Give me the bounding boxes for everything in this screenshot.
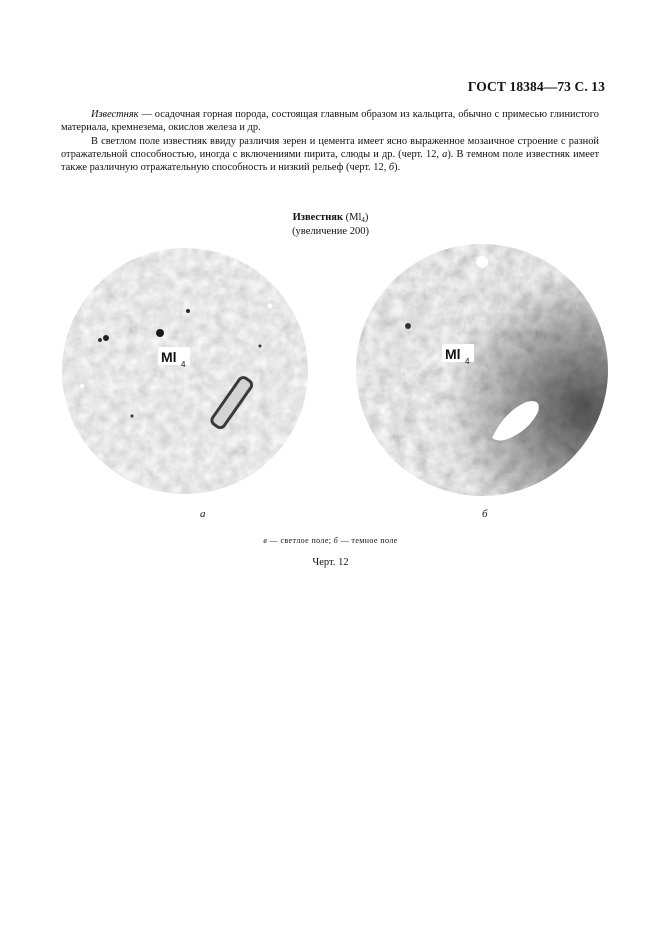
paragraph-definition <box>61 108 599 134</box>
figure-title-name: Известняк <box>292 212 344 223</box>
page-header: ГОСТ 18384—73 С. 13 <box>467 79 605 94</box>
marker-a-sub: 4 <box>181 360 186 369</box>
figure-magnification: (увеличение 200) <box>292 226 369 237</box>
legend-text-b: — темное поле <box>338 536 398 545</box>
figure-legend <box>0 536 661 545</box>
figure-title <box>0 212 661 238</box>
definition-text: — осадочная горная порода, состоящая главным образом из кальцита, обычно с примесью глинистого материала, кремнезема, окислов железа и др. <box>61 109 599 133</box>
ref-b: б <box>388 162 395 173</box>
marker-b-sub: 4 <box>465 357 470 366</box>
micrograph-b-image <box>354 242 610 498</box>
panel-label-a: а <box>200 508 206 520</box>
legend-letter-b: б <box>333 536 339 545</box>
micrograph-bright-field <box>60 246 310 496</box>
figure-title-close: ) <box>364 212 369 223</box>
legend-text-a: — светлое поле; <box>267 536 334 545</box>
description-text-3: ). <box>394 162 401 173</box>
panel-label-b: б <box>482 508 488 520</box>
figure-title-code: (Ml <box>345 212 362 223</box>
marker-a-text: Ml <box>161 349 177 365</box>
figure-title-sub: 4 <box>361 216 365 224</box>
description-text-1: В светлом поле известняк ввиду различия зерен и цемента имеет ясно выраженное мозаичное строение с разной отражательной способностью, иногда с включениями пирита, слюды и др. (черт. 12, <box>61 136 599 160</box>
marker-b-text: Ml <box>445 346 461 362</box>
paragraph-description <box>61 135 599 174</box>
micrograph-dark-field <box>354 242 610 498</box>
ref-a: а <box>442 149 448 160</box>
legend-letter-a: в <box>263 536 268 545</box>
description-text-2: ). В темном поле известняк имеет также различную отражательную способность и низкий рельеф (черт. 12, <box>61 149 600 173</box>
chart-number: Черт. 12 <box>312 557 349 568</box>
micrograph-a-image <box>60 246 310 496</box>
term-limestone: Известняк <box>91 109 139 120</box>
